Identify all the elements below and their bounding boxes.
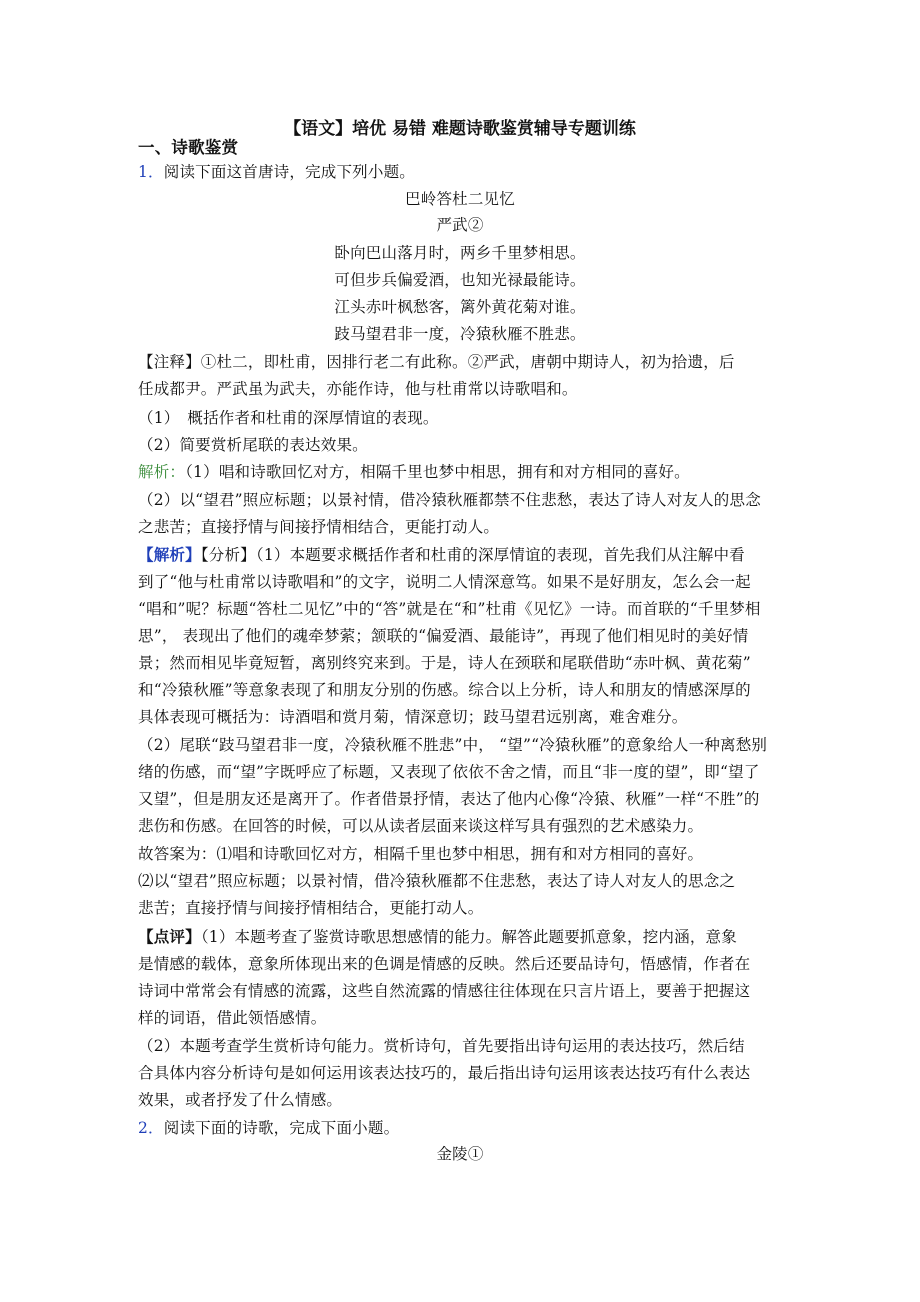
answer-text: （1）唱和诗歌回忆对方，相隔千里也梦中相思，拥有和对方相同的喜好。	[185, 463, 690, 481]
comment-line: 样的词语，借此领悟感情。	[138, 1009, 327, 1027]
note-line: 【注释】①杜二，即杜甫，因排行老二有此称。②严武，唐朝中期诗人，初为拾遗，后	[138, 353, 735, 371]
comment-line: 是情感的载体，意象所体现出来的色调是情感的反映。然后还要品诗句，悟感情，作者在	[138, 955, 751, 973]
analysis-text: 【分析】（1）本题要求概括作者和杜甫的深厚情谊的表现，首先我们从注解中看	[200, 546, 745, 564]
analysis-line: 到了“他与杜甫常以诗歌唱和”的文字，说明二人情深意笃。如果不是好朋友，怎么会一起	[138, 573, 751, 591]
answer-line: 之悲苦；直接抒情与间接抒情相结合，更能打动人。	[138, 518, 500, 536]
answer-line: （2）以“望君”照应标题；以景衬情，借冷猿秋雁都禁不住悲愁，表达了诗人对友人的思念	[138, 491, 761, 509]
answer-label: 解析：	[138, 463, 186, 481]
comment-line: （2）本题考查学生赏析诗句能力。赏析诗句，首先要指出诗句运用的表达技巧，然后结	[138, 1037, 745, 1055]
analysis-line	[138, 545, 782, 565]
page-title: 【语文】培优 易错 难题诗歌鉴赏辅导专题训练	[284, 119, 636, 139]
analysis-line: “唱和”呢？标题“答杜二见忆”中的“答”就是在“和”杜甫《见忆》一诗。而首联的“千里梦相	[138, 600, 761, 618]
sub-question-2: （2）简要赏析尾联的表达效果。	[138, 436, 368, 454]
poem-title: 巴岭答杜二见忆	[405, 190, 515, 208]
question-1-prompt	[138, 162, 782, 182]
analysis-line: 和“冷猿秋雁”等意象表现了和朋友分别的伤感。综合以上分析，诗人和朋友的情感深厚的	[138, 681, 751, 699]
analysis-label: 【解析】	[138, 546, 201, 564]
poem-line: 跂马望君非一度，冷猿秋雁不胜悲。	[334, 325, 586, 343]
analysis-line: （2）尾联“跂马望君非一度，冷猿秋雁不胜悲”中， “望”“冷猿秋雁”的意象给人一种离愁别	[138, 736, 768, 754]
poem-2-title: 金陵①	[436, 1145, 484, 1163]
comment-label: 【点评】	[138, 928, 201, 946]
question-2-prompt	[138, 1118, 782, 1138]
analysis-line: 景；然而相见毕竟短暂，离别终究来到。于是，诗人在颈联和尾联借助“赤叶枫、黄花菊”	[138, 654, 751, 672]
analysis-line: 具体表现可概括为：诗酒唱和赏月菊，情深意切；跂马望君远别离，难舍难分。	[138, 708, 688, 726]
poem-line: 可但步兵偏爱酒，也知光禄最能诗。	[334, 271, 586, 289]
answer-line	[138, 462, 782, 482]
analysis-line: 又望”，但是朋友还是离开了。作者借景抒情，表达了他内心像“冷猿、秋雁”一样“不胜”的	[138, 790, 760, 808]
comment-text: （1）本题考查了鉴赏诗歌思想感情的能力。解答此题要抓意象，挖内涵，意象	[200, 928, 737, 946]
comment-line	[138, 927, 782, 947]
poem-author: 严武②	[436, 216, 484, 234]
question-2-text: 阅读下面的诗歌，完成下面小题。	[163, 1119, 400, 1137]
comment-line: 效果，或者抒发了什么情感。	[138, 1091, 343, 1109]
comment-line: 合具体内容分析诗句是如何运用该表达技巧的，最后指出诗句运用该表达技巧有什么表达	[138, 1064, 751, 1082]
sub-question-1: （1） 概括作者和杜甫的深厚情谊的表现。	[138, 409, 439, 427]
analysis-line: 悲苦；直接抒情与间接抒情相结合，更能打动人。	[138, 899, 484, 917]
analysis-line: ⑵以“望君”照应标题；以景衬情，借冷猿秋雁都不住悲愁，表达了诗人对友人的思念之	[138, 872, 736, 890]
section-heading: 一、诗歌鉴赏	[138, 138, 239, 157]
comment-line: 诗词中常常会有情感的流露，这些自然流露的情感往往体现在只言片语上，要善于把握这	[138, 982, 751, 1000]
question-1-number: 1．	[138, 163, 164, 181]
analysis-line: 绪的伤感，而“望”字既呼应了标题，又表现了依依不舍之情，而且“非一度的望”，即“望了	[138, 763, 760, 781]
note-line: 任成都尹。严武虽为武夫，亦能作诗，他与杜甫常以诗歌唱和。	[138, 380, 578, 398]
question-1-text: 阅读下面这首唐诗，完成下列小题。	[163, 163, 415, 181]
poem-line: 江头赤叶枫愁客，篱外黄花菊对谁。	[334, 298, 586, 316]
question-2-number: 2．	[138, 1119, 164, 1137]
poem-line: 卧向巴山落月时，两乡千里梦相思。	[334, 244, 586, 262]
analysis-line: 悲伤和伤感。在回答的时候，可以从读者层面来谈这样写具有强烈的艺术感染力。	[138, 817, 704, 835]
analysis-line: 故答案为：⑴唱和诗歌回忆对方，相隔千里也梦中相思，拥有和对方相同的喜好。	[138, 845, 704, 863]
analysis-line: 思”， 表现出了他们的魂牵梦萦；颔联的“偏爱酒、最能诗”，再现了他们相见时的美好情	[138, 627, 749, 645]
